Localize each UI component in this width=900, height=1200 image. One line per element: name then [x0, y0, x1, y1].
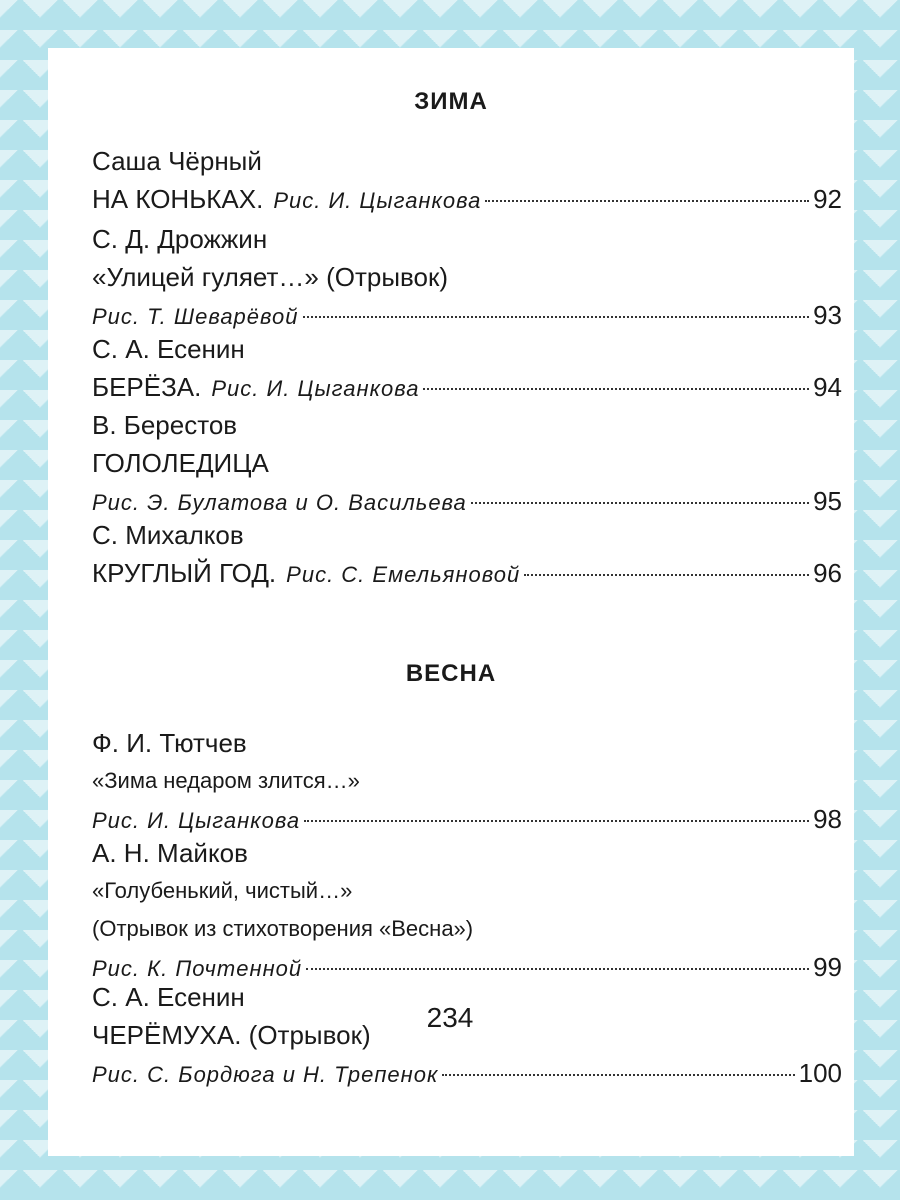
entry-title: «Улицей гуляет…» (Отрывок) [92, 262, 449, 292]
entry-author: С. Д. Дрожжин [92, 224, 268, 254]
entry-page-number: 99 [813, 952, 842, 982]
section-title-spring: ВЕСНА [405, 660, 497, 687]
dot-leader [423, 388, 809, 390]
entry-title: «Голубенький, чистый…» [92, 878, 353, 903]
toc-entry [92, 142, 842, 220]
entry-author: А. Н. Майков [92, 838, 248, 868]
entry-subtitle: (Отрывок из стихотворения «Весна») [92, 916, 474, 941]
entry-illustrator: Рис. И. Цыганкова [211, 376, 420, 401]
toc-entry [92, 406, 842, 522]
entry-row[interactable] [92, 554, 842, 594]
entry-page-number: 92 [813, 184, 842, 214]
toc-entry [92, 724, 842, 840]
entry-author: Саша Чёрный [92, 146, 262, 176]
toc-entry [92, 220, 842, 336]
entry-page-number: 100 [798, 1058, 842, 1088]
entry-title: КРУГЛЫЙ ГОД. [92, 558, 277, 588]
entry-title: ЧЕРЁМУХА. (Отрывок) [92, 1020, 371, 1050]
section-title-winter: ЗИМА [414, 88, 488, 115]
dot-leader [306, 968, 809, 970]
toc-entry [92, 834, 842, 988]
dot-leader [304, 820, 809, 822]
entry-title: БЕРЁЗА. [92, 372, 202, 402]
entry-row[interactable] [92, 368, 842, 408]
entry-author: В. Берестов [92, 410, 238, 440]
toc-entry [92, 330, 842, 408]
entry-author: С. А. Есенин [92, 982, 245, 1012]
entry-row[interactable] [92, 1054, 842, 1094]
dot-leader [442, 1074, 794, 1076]
entry-page-number: 93 [813, 300, 842, 330]
entry-title: «Зима недаром злится…» [92, 768, 360, 793]
entry-title: ГОЛОЛЕДИЦА [92, 448, 269, 478]
entry-page-number: 98 [813, 804, 842, 834]
dot-leader [485, 200, 809, 202]
dot-leader [524, 574, 809, 576]
entry-illustrator: Рис. И. Цыганкова [273, 188, 482, 213]
entry-illustrator: Рис. Т. Шеварёвой [92, 304, 299, 329]
page-number: 234 [426, 1002, 474, 1033]
entry-title: НА КОНЬКАХ. [92, 184, 264, 214]
toc-entry [92, 516, 842, 594]
entry-illustrator: Рис. С. Бордюга и Н. Трепенок [92, 1062, 439, 1087]
entry-page-number: 95 [813, 486, 842, 516]
entry-illustrator: Рис. Э. Булатова и О. Васильева [92, 490, 467, 515]
entry-page-number: 94 [813, 372, 842, 402]
entry-illustrator: Рис. И. Цыганкова [92, 808, 301, 833]
entry-author: С. А. Есенин [92, 334, 245, 364]
dot-leader [471, 502, 809, 504]
entry-illustrator: Рис. С. Емельяновой [286, 562, 521, 587]
toc-entry [92, 978, 842, 1094]
entry-illustrator: Рис. К. Почтенной [92, 956, 303, 981]
entry-page-number: 96 [813, 558, 842, 588]
entry-author: Ф. И. Тютчев [92, 728, 247, 758]
book-page [48, 48, 854, 1156]
entry-author: С. Михалков [92, 520, 244, 550]
dot-leader [303, 316, 810, 318]
entry-row[interactable] [92, 180, 842, 220]
